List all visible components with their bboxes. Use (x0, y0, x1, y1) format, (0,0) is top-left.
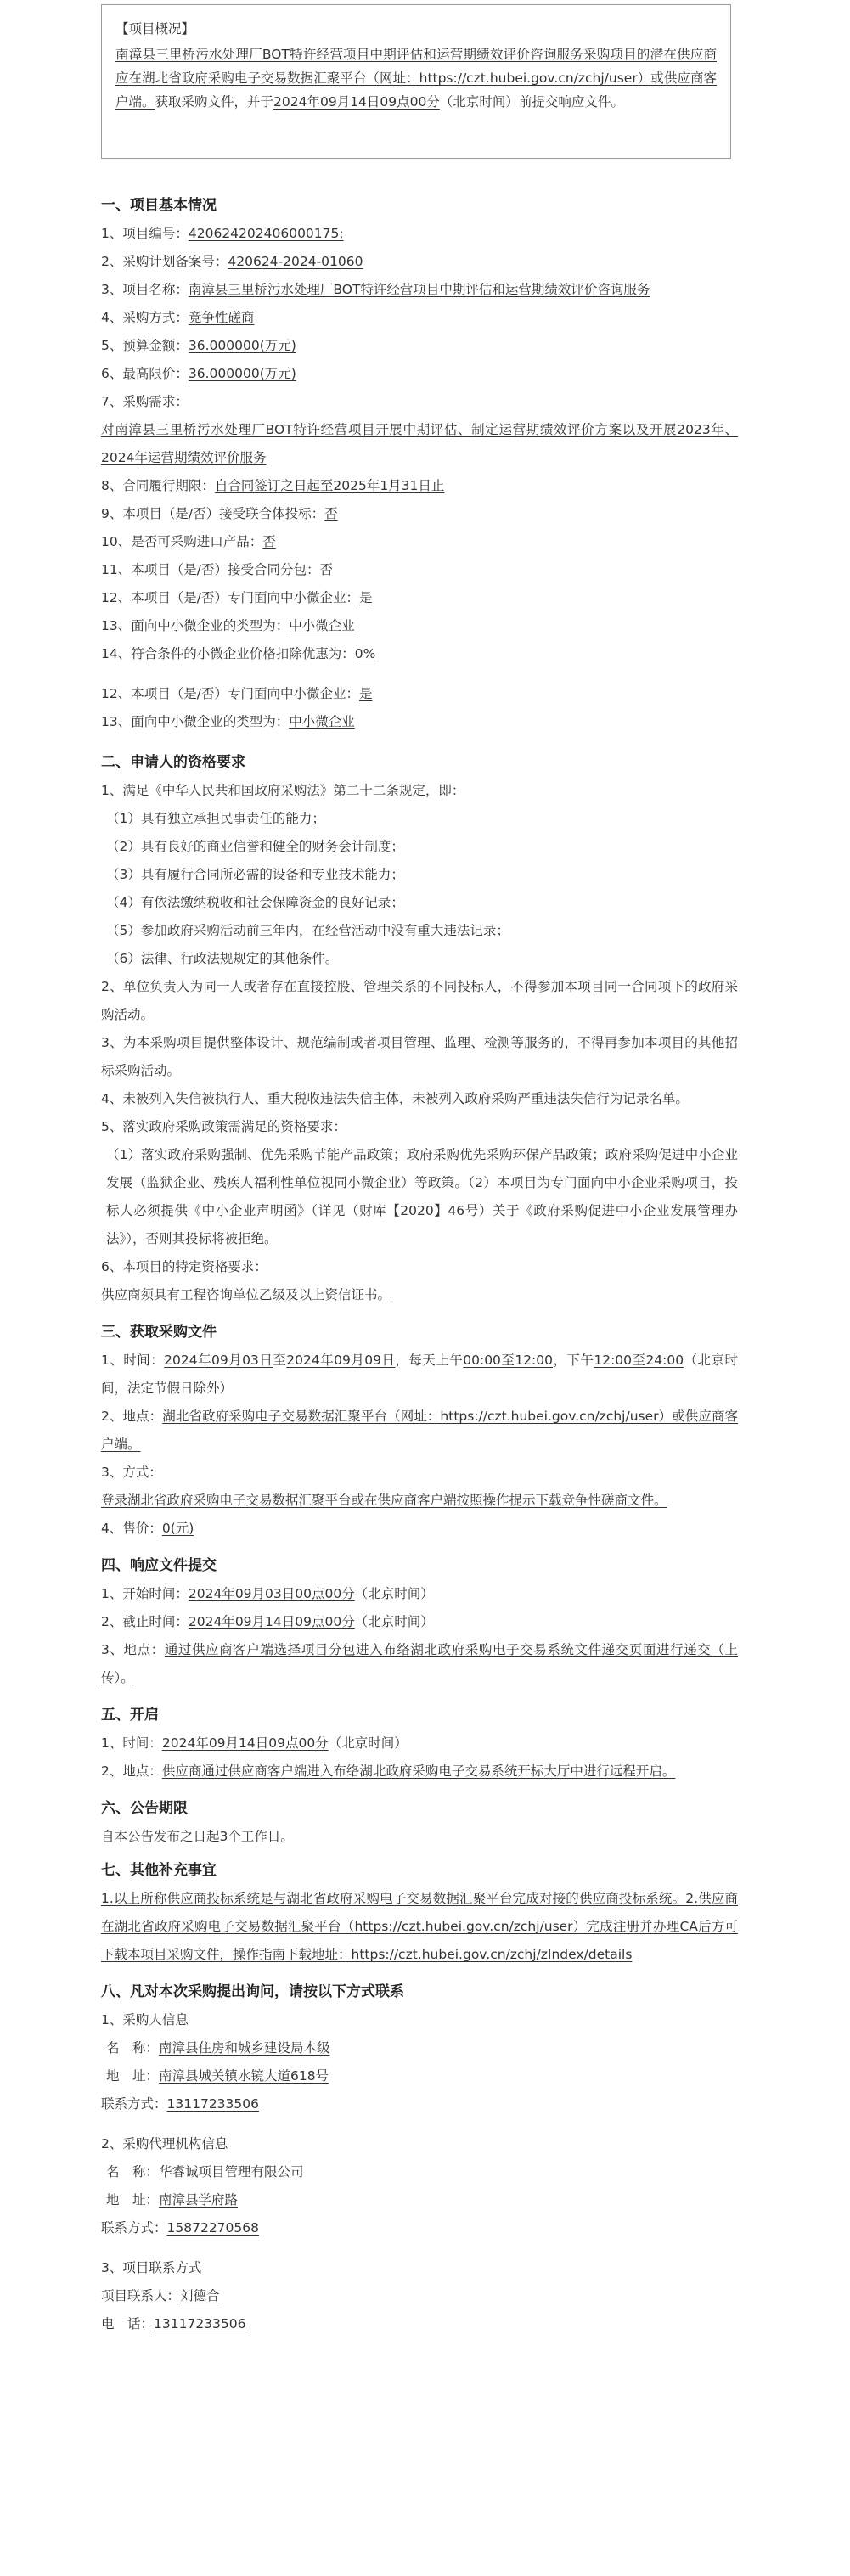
other-matters-value: 1.以上所称供应商投标系统是与湖北省政府采购电子交易数据汇聚平台完成对接的供应商投标系统。2.供应商在湖北省政府采购电子交易数据汇聚平台（https://czt.hubei.gov.cn/zchj/user）完成注册并办理CA后方可下载本项目采购文件，操作指南下载地址：https://czt.hubei.gov.cn/zchj/zIndex/details (101, 1891, 738, 1962)
obtain-way (101, 1487, 738, 1515)
specific-qualification-value: 供应商须具有工程咨询单位乙级及以上资信证书。 (101, 1287, 391, 1302)
overview-deadline: 2024年09月14日09点00分 (273, 94, 440, 110)
budget-amount-value: 36.000000(万元) (188, 338, 296, 353)
submission-deadline: 2、截止时间：2024年09月14日09点00分（北京时间） (101, 1614, 434, 1629)
obtain-way-value: 登录湖北省政府采购电子交易数据汇聚平台或在供应商客户端按照操作提示下载竞争性磋商文件。 (101, 1493, 667, 1508)
project-name: 3、项目名称：南漳县三里桥污水处理厂BOT特许经营项目中期评估和运营期绩效评价咨询服务 (101, 282, 650, 297)
sme-type: 13、面向中小微企业的类型为：中小微企业 (101, 618, 355, 633)
submission-start: 1、开始时间：2024年09月03日00点00分（北京时间） (101, 1586, 434, 1601)
section-heading-opening: 五、开启 (101, 1707, 159, 1724)
procurement-method: 4、采购方式：竞争性磋商 (101, 310, 255, 325)
project-contact-phone: 电 话：13117233506 (101, 2316, 246, 2331)
consortium-bid: 9、本项目（是/否）接受联合体投标：否 (101, 506, 338, 521)
condition-5: （5）参加政府采购活动前三年内，在经营活动中没有重大违法记录； (106, 923, 509, 938)
budget-amount: 5、预算金额：36.000000(万元) (101, 338, 296, 353)
sme-type-repeat: 13、面向中小微企业的类型为：中小微企业 (101, 714, 355, 729)
subcontract-value: 否 (319, 562, 333, 577)
submission-start-value: 2024年09月03日00点00分 (188, 1586, 355, 1601)
price-deduction: 14、符合条件的小微企业价格扣除优惠为：0% (101, 646, 376, 661)
qualification-4: 4、未被列入失信被执行人、重大税收违法失信主体，未被列入政府采购严重违法失信行为记录名单。 (101, 1091, 689, 1106)
sme-only-repeat-value: 是 (358, 686, 373, 701)
procurement-demand-value: 对南漳县三里桥污水处理厂BOT特许经营项目开展中期评估、制定运营期绩效评价方案以及开展2023年、2024年运营期绩效评价服务 (101, 422, 738, 465)
agent-name: 名 称：华睿诚项目管理有限公司 (106, 2164, 304, 2179)
qualification-5: 5、落实政府采购政策需满足的资格要求： (101, 1119, 346, 1134)
condition-3: （3）具有履行合同所必需的设备和专业技术能力； (106, 867, 404, 882)
project-overview-box (101, 4, 731, 159)
condition-2: （2）具有良好的商业信誉和健全的财务会计制度； (106, 839, 404, 854)
submission-place: 3、地点：通过供应商客户端选择项目分包进入布络湖北政府采购电子交易系统文件递交页面进行递交（上传）。 (101, 1642, 738, 1685)
overview-text-3: （北京时间）前提交响应文件。 (439, 94, 624, 110)
max-price-value: 36.000000(万元) (188, 366, 296, 381)
specific-qualification (101, 1281, 738, 1309)
obtain-start-date: 2024年09月03日 (164, 1353, 273, 1368)
import-products-value: 否 (262, 534, 276, 549)
obtain-am-hours: 00:00至12:00 (463, 1353, 554, 1368)
subcontract: 11、本项目（是/否）接受合同分包：否 (101, 562, 333, 577)
opening-place: 2、地点：供应商通过供应商客户端进入布络湖北政府采购电子交易系统开标大厅中进行远程开启。 (101, 1763, 676, 1779)
notice-period: 自本公告发布之日起3个工作日。 (101, 1829, 294, 1844)
buyer-name: 名 称：南漳县住房和城乡建设局本级 (106, 2040, 330, 2056)
buyer-info-title: 1、采购人信息 (101, 2012, 189, 2028)
condition-1: （1）具有独立承担民事责任的能力； (106, 811, 325, 826)
condition-6: （6）法律、行政法规规定的其他条件。 (106, 951, 339, 966)
section-heading-basic-info: 一、项目基本情况 (101, 197, 217, 214)
buyer-name-value: 南漳县住房和城乡建设局本级 (159, 2040, 330, 2056)
agent-address-value: 南漳县学府路 (159, 2192, 239, 2208)
announcement-content (101, 191, 738, 2338)
qualification-6: 6、本项目的特定资格要求： (101, 1259, 267, 1274)
section-heading-notice-period: 六、公告期限 (101, 1800, 188, 1817)
obtain-end-date: 2024年09月09日 (286, 1353, 396, 1368)
obtain-time: 1、时间：2024年09月03日至2024年09月09日，每天上午00:00至12:00，下午12:00至24:00（北京时间，法定节假日除外） (101, 1353, 738, 1396)
agent-name-value: 华睿诚项目管理有限公司 (159, 2164, 304, 2179)
procurement-method-value: 竞争性磋商 (188, 310, 255, 325)
max-price: 6、最高限价：36.000000(万元) (101, 366, 296, 381)
other-matters (101, 1885, 738, 1969)
buyer-contact-value: 13117233506 (166, 2096, 259, 2112)
buyer-contact: 联系方式：13117233506 (101, 2096, 259, 2112)
opening-place-value: 供应商通过供应商客户端进入布络湖北政府采购电子交易系统开标大厅中进行远程开启。 (161, 1763, 676, 1779)
document-price-value: 0(元) (161, 1521, 194, 1536)
sme-type-value: 中小微企业 (289, 618, 355, 633)
sme-type-repeat-value: 中小微企业 (289, 714, 355, 729)
agent-contact: 联系方式：15872270568 (101, 2220, 259, 2236)
overview-title: 【项目概况】 (115, 21, 195, 37)
policy-requirements: （1）落实政府采购强制、优先采购节能产品政策；政府采购优先采购环保产品政策；政府采购促进中小企业发展（监狱企业、残疾人福利性单位视同小微企业）等政策。（2）本项目为专门面向中小企业采购项目，投标人必须提供《中小企业声明函》（详见（财库【2020】46号）关于《政府采购促进中小企业发展管理办法》），否则其投标将被拒绝。 (106, 1147, 738, 1246)
plan-record-number: 2、采购计划备案号：420624-2024-01060 (101, 254, 363, 269)
overview-body (115, 42, 717, 114)
condition-4: （4）有依法缴纳税收和社会保障资金的良好记录； (106, 895, 404, 910)
section-heading-qualifications: 二、申请人的资格要求 (101, 754, 245, 771)
procurement-demand (101, 416, 738, 472)
opening-time-value: 2024年09月14日09点00分 (161, 1735, 329, 1751)
qualification-3: 3、为本采购项目提供整体设计、规范编制或者项目管理、监理、检测等服务的，不得再参加本项目的其他招标采购活动。 (101, 1035, 738, 1078)
project-number-value: 420624202406000175; (188, 226, 344, 241)
procurement-demand-label: 7、采购需求： (101, 394, 189, 409)
contract-period: 8、合同履行期限：自合同签订之日起至2025年1月31日止 (101, 478, 445, 493)
project-number: 1、项目编号：420624202406000175; (101, 226, 344, 241)
price-deduction-value: 0% (354, 646, 376, 661)
sme-only-value: 是 (358, 590, 373, 605)
project-contact-title: 3、项目联系方式 (101, 2260, 202, 2275)
obtain-place-value: 湖北省政府采购电子交易数据汇聚平台（网址：https://czt.hubei.gov.cn/zchj/user）或供应商客户端。 (101, 1409, 738, 1452)
project-contact-person: 项目联系人：刘德合 (101, 2288, 220, 2303)
qualification-1: 1、满足《中华人民共和国政府采购法》第二十二条规定，即： (101, 783, 465, 798)
obtain-place: 2、地点：湖北省政府采购电子交易数据汇聚平台（网址：https://czt.hubei.gov.cn/zchj/user）或供应商客户端。 (101, 1409, 738, 1452)
obtain-pm-hours: 12:00至24:00 (594, 1353, 684, 1368)
submission-deadline-value: 2024年09月14日09点00分 (188, 1614, 355, 1629)
document-price: 4、售价：0(元) (101, 1521, 194, 1536)
opening-time: 1、时间：2024年09月14日09点00分（北京时间） (101, 1735, 408, 1751)
section-heading-contact: 八、凡对本次采购提出询问，请按以下方式联系 (101, 1983, 404, 2000)
consortium-bid-value: 否 (324, 506, 338, 521)
contract-period-value: 自合同签订之日起至2025年1月31日止 (214, 478, 445, 493)
qualification-2: 2、单位负责人为同一人或者存在直接控股、管理关系的不同投标人，不得参加本项目同一合同项下的政府采购活动。 (101, 979, 738, 1022)
import-products: 10、是否可采购进口产品：否 (101, 534, 276, 549)
project-contact-person-value: 刘德合 (180, 2288, 220, 2303)
plan-record-number-value: 420624-2024-01060 (228, 254, 363, 269)
overview-text-2: 获取采购文件，并于 (155, 94, 274, 110)
overview-text: 南漳县三里桥污水处理厂BOT特许经营项目中期评估和运营期绩效评价咨询服务采购项目的潜在供应商应在湖北省政府采购电子交易数据汇聚平台（网址：https://czt.hubei.gov.cn/zchj/user）或供应商客户端。 (115, 47, 717, 110)
agent-address: 地 址：南漳县学府路 (106, 2192, 239, 2208)
submission-place-value: 通过供应商客户端选择项目分包进入布络湖北政府采购电子交易系统文件递交页面进行递交（上传）。 (101, 1642, 738, 1685)
sme-only-repeat: 12、本项目（是/否）专门面向中小微企业：是 (101, 686, 373, 701)
section-heading-obtain-documents: 三、获取采购文件 (101, 1324, 217, 1341)
buyer-address-value: 南漳县城关镇水镜大道618号 (159, 2068, 329, 2084)
section-heading-other: 七、其他补充事宜 (101, 1862, 217, 1879)
sme-only: 12、本项目（是/否）专门面向中小微企业：是 (101, 590, 373, 605)
agent-contact-value: 15872270568 (166, 2220, 259, 2236)
agent-info-title: 2、采购代理机构信息 (101, 2136, 228, 2151)
project-contact-phone-value: 13117233506 (154, 2316, 246, 2331)
section-heading-submission: 四、响应文件提交 (101, 1557, 217, 1574)
buyer-address: 地 址：南漳县城关镇水镜大道618号 (106, 2068, 329, 2084)
obtain-way-label: 3、方式： (101, 1465, 162, 1480)
project-name-value: 南漳县三里桥污水处理厂BOT特许经营项目中期评估和运营期绩效评价咨询服务 (188, 282, 650, 297)
